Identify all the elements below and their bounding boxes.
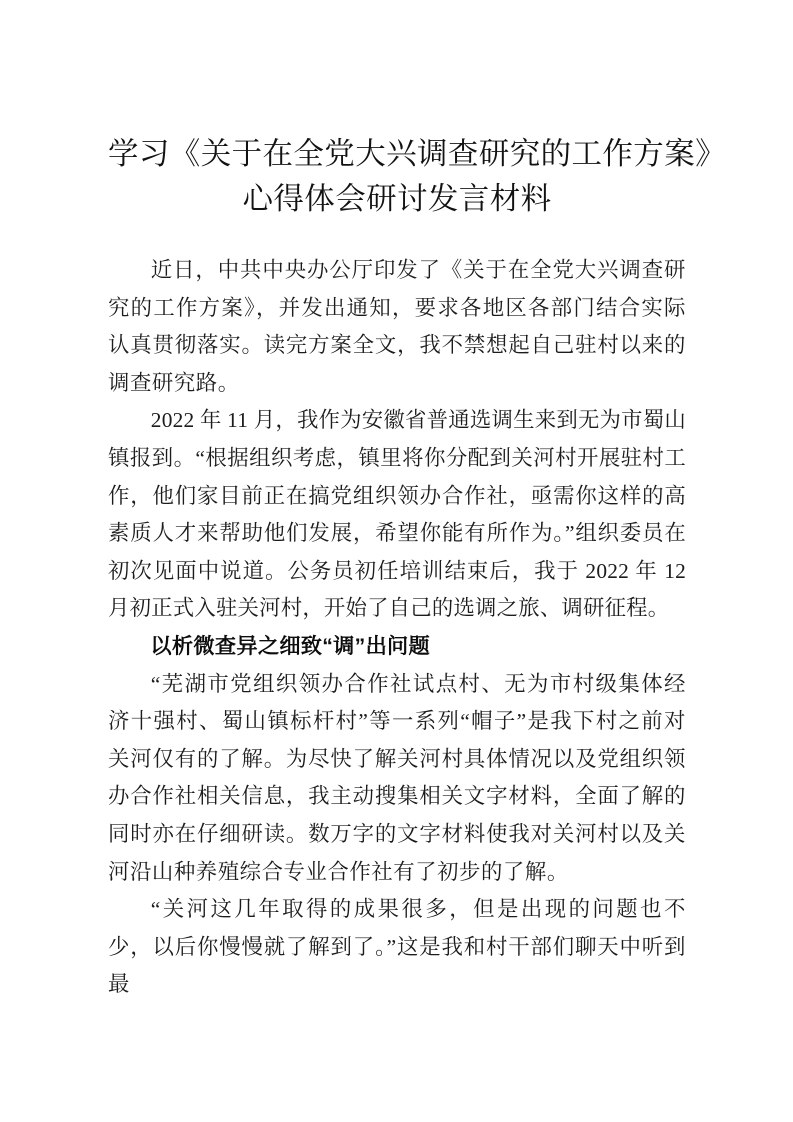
- document-content: [108, 132, 726, 1004]
- body-paragraph-2: 2022 年 11 月，我作为安徽省普通选调生来到无为市蜀山镇报到。“根据组织考虑，镇里将你分配到关河村开展驻村工作，他们家目前正在搞党组织领办合作社，亟需你这样的高素质人才来帮助他们发展，希望你能有所作为。”组织委员在初次见面中说道。公务员初任培训结束后，我于 2022 年 12 月初正式入驻关河村，开始了自己的选调之旅、调研征程。: [108, 408, 686, 621]
- section-heading-1: 以析微查异之细致“调”出问题: [150, 634, 431, 658]
- body-paragraph-1: 近日，中共中央办公厅印发了《关于在全党大兴调查研究的工作方案》，并发出通知，要求各地区各部门结合实际认真贯彻落实。读完方案全文，我不禁想起自己驻村以来的调查研究路。: [108, 258, 686, 395]
- page-title: [108, 132, 726, 222]
- document-body: [108, 252, 686, 1004]
- page-title-line-2: 心得体会研讨发言材料: [242, 182, 552, 216]
- page-title-line-1: 学习《关于在全党大兴调查研究的工作方案》: [108, 137, 726, 171]
- body-paragraph-3: “芜湖市党组织领办合作社试点村、无为市村级集体经济十强村、蜀山镇标杆村”等一系列“帽子”是我下村之前对关河仅有的了解。为尽快了解关河村具体情况以及党组织领办合作社相关信息，我主动搜集相关文字材料，全面了解的同时亦在仔细研读。数万字的文字材料使我对关河村以及关河沿山种养殖综合专业合作社有了初步的了解。: [108, 671, 686, 884]
- body-paragraph-4: “关河这几年取得的成果很多，但是出现的问题也不少，以后你慢慢就了解到了。”这是我和村干部们聊天中听到最: [108, 897, 686, 997]
